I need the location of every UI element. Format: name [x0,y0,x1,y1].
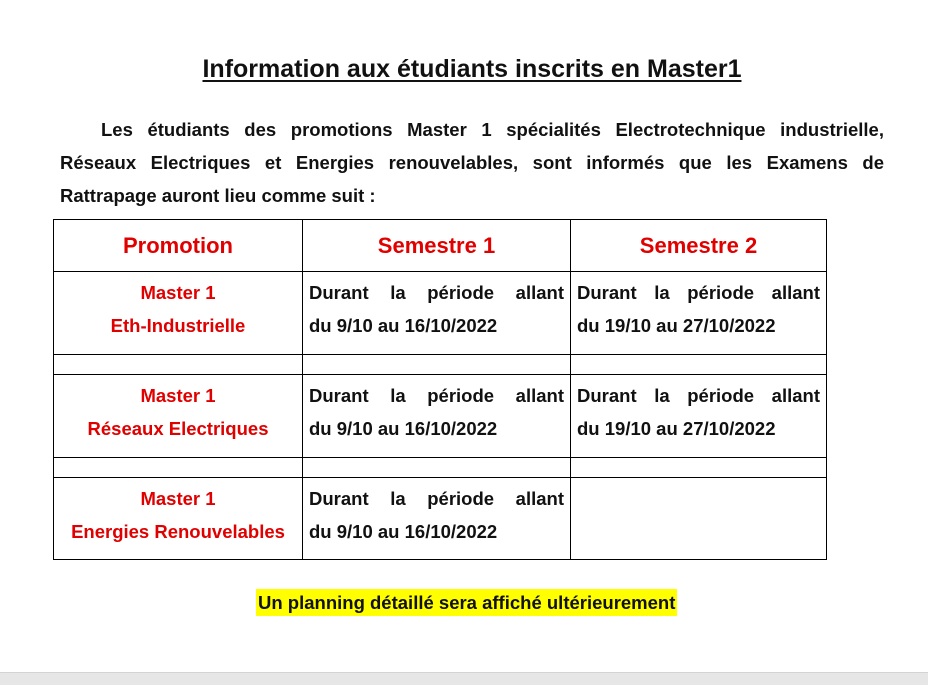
semestre-1-cell [303,478,571,560]
page-title: Information aux étudiants inscrits en Master1 [202,55,742,83]
promotion-line1: Master 1 [140,488,216,509]
period-line2: du 9/10 au 16/10/2022 [309,521,498,542]
semestre-1-cell [303,272,571,355]
promotion-line1: Master 1 [140,385,216,406]
period-line1: Durant la période allant [309,282,564,303]
promotion-line2: Energies Renouvelables [71,521,285,542]
header-semestre-1: Semestre 1 [303,220,571,272]
semestre-2-cell-empty [571,478,827,560]
period-line2: du 19/10 au 27/10/2022 [577,315,776,336]
period-line1: Durant la période allant [577,385,820,406]
viewer-bottom-strip [0,672,928,685]
period-line2: du 19/10 au 27/10/2022 [577,418,776,439]
semestre-2-cell [571,375,827,458]
semestre-2-cell [571,272,827,355]
table-row [54,478,827,560]
promotion-line1: Master 1 [140,282,216,303]
promotion-cell [54,272,303,355]
period-line2: du 9/10 au 16/10/2022 [309,418,498,439]
period-line1: Durant la période allant [577,282,820,303]
intro-paragraph: Les étudiants des promotions Master 1 spécialités Electrotechnique industrielle, Réseaux Electriques et Energies renouvelables, sont informés que les Examens de Rattrapage auront lieu comme suit : [60,119,884,206]
planning-note: Un planning détaillé sera affiché ultérieurement [256,589,677,616]
semestre-1-cell [303,375,571,458]
table-row [54,375,827,458]
promotion-cell [54,478,303,560]
schedule-table [53,219,827,560]
header-semestre-2: Semestre 2 [571,220,827,272]
period-line1: Durant la période allant [309,488,564,509]
table-header-row [54,220,827,272]
promotion-line2: Eth-Industrielle [110,315,246,336]
header-promotion: Promotion [54,220,303,272]
table-row [54,272,827,355]
promotion-cell [54,375,303,458]
promotion-line2: Réseaux Electriques [87,418,269,439]
period-line2: du 9/10 au 16/10/2022 [309,315,498,336]
spacer-row [54,458,827,478]
spacer-row [54,355,827,375]
period-line1: Durant la période allant [309,385,564,406]
